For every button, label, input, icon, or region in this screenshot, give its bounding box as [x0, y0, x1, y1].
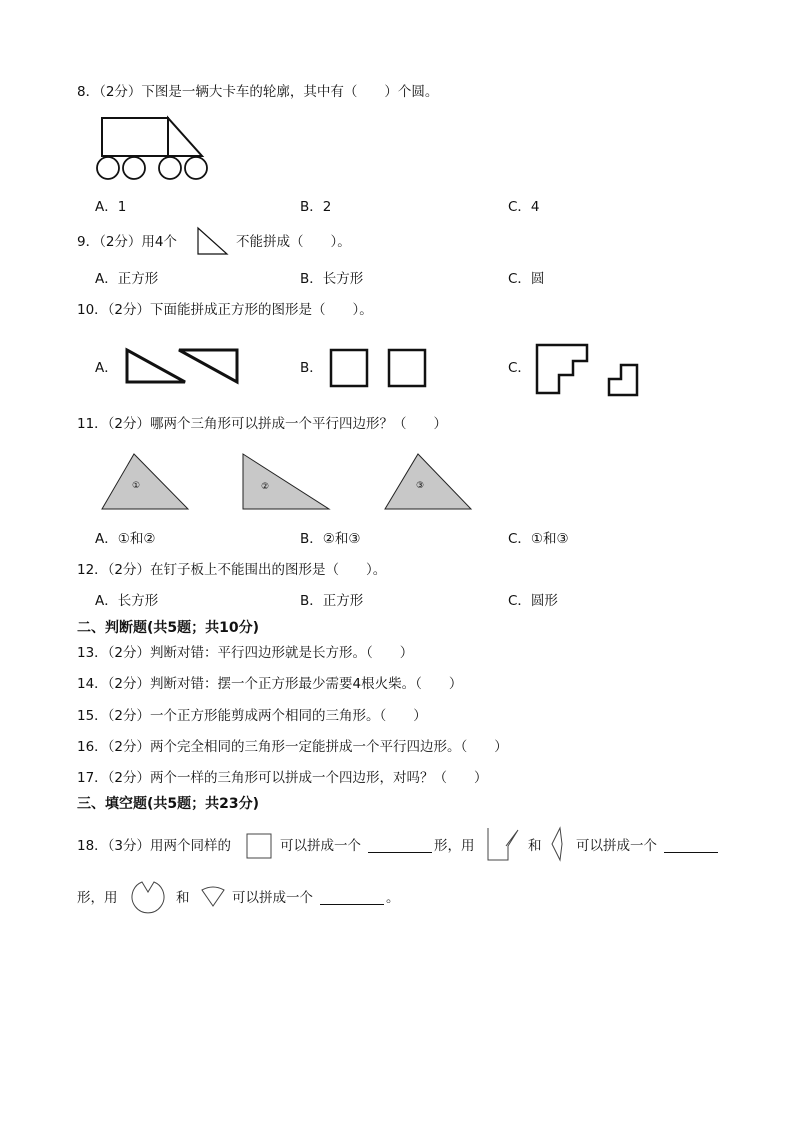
q11-option-c[interactable]: C．①和③ — [508, 531, 569, 547]
q9-option-c[interactable]: C．圆 — [508, 271, 545, 287]
q8-option-c[interactable]: C．4 — [508, 199, 540, 215]
q18-part5: 可以拼成一个 — [576, 838, 657, 854]
sliver-shape-icon — [548, 826, 568, 862]
right-triangle-icon — [196, 226, 230, 256]
judge-item-17: 17．（2分）两个一样的三角形可以拼成一个四边形，对吗？（ ） — [77, 770, 488, 786]
q8-option-a[interactable]: A．1 — [95, 199, 127, 215]
q9-stem-pre: 9．（2分）用4个 — [77, 234, 178, 250]
q12-stem: 12．（2分）在钉子板上不能围出的图形是（ ）。 — [77, 562, 387, 578]
triangle-3-figure — [383, 452, 473, 512]
zigzag-shape-icon — [484, 826, 524, 862]
q18-part1: 18．（3分）用两个同样的 — [77, 838, 232, 854]
section-heading-fill: 三、填空题(共5题；共23分) — [77, 796, 260, 812]
q18-blank-2[interactable] — [664, 838, 718, 853]
q18-blank-1[interactable] — [368, 838, 432, 853]
q18-part3: 形，用 — [434, 838, 475, 854]
judge-item-14: 14．（2分）判断对错：摆一个正方形最少需要4根火柴。（ ） — [77, 676, 463, 692]
q18-blank-3[interactable] — [320, 890, 384, 905]
q9-stem-post: 不能拼成（ ）。 — [236, 234, 351, 250]
q10-stem: 10．（2分）下面能拼成正方形的图形是（ ）。 — [77, 302, 373, 318]
q11-option-a[interactable]: A．①和② — [95, 531, 156, 547]
triangle-2-label: ② — [261, 482, 270, 492]
notched-circle-icon — [130, 878, 166, 916]
q11-stem: 11．（2分）哪两个三角形可以拼成一个平行四边形？（ ） — [77, 416, 448, 432]
triangle-1-label: ① — [132, 481, 141, 491]
triangle-1-figure — [100, 452, 190, 512]
q10-option-a[interactable]: A． — [95, 360, 118, 376]
q18-part4: 和 — [528, 838, 542, 854]
q11-option-b[interactable]: B．②和③ — [300, 531, 361, 547]
q10-option-b[interactable]: B． — [300, 360, 323, 376]
q12-option-a[interactable]: A．长方形 — [95, 593, 159, 609]
q9-option-b[interactable]: B．长方形 — [300, 271, 364, 287]
judge-item-15: 15．（2分）一个正方形能剪成两个相同的三角形。（ ） — [77, 708, 427, 724]
two-triangles-figure — [125, 346, 241, 386]
q18-part6: 形，用 — [77, 890, 118, 906]
judge-item-13: 13．（2分）判断对错：平行四边形就是长方形。（ ） — [77, 645, 414, 661]
q18-part9: 。 — [386, 890, 400, 906]
triangle-3-label: ③ — [416, 481, 425, 491]
judge-item-16: 16．（2分）两个完全相同的三角形一定能拼成一个平行四边形。（ ） — [77, 739, 508, 755]
q9-option-a[interactable]: A．正方形 — [95, 271, 159, 287]
staircase-shapes-figure — [535, 343, 643, 399]
truck-outline-figure — [94, 116, 210, 182]
triangle-2-figure — [241, 452, 331, 512]
fan-wedge-icon — [200, 884, 226, 910]
q12-option-b[interactable]: B．正方形 — [300, 593, 364, 609]
q12-option-c[interactable]: C．圆形 — [508, 593, 558, 609]
q8-stem: 8．（2分）下图是一辆大卡车的轮廓，其中有（ ）个圆。 — [77, 84, 439, 100]
q18-part2: 可以拼成一个 — [280, 838, 361, 854]
q8-option-b[interactable]: B．2 — [300, 199, 332, 215]
two-squares-figure — [329, 348, 427, 388]
section-heading-judge: 二、判断题(共5题；共10分) — [77, 620, 260, 636]
q18-part8: 可以拼成一个 — [232, 890, 313, 906]
square-outline-icon — [245, 832, 273, 860]
q18-part7: 和 — [176, 890, 190, 906]
q10-option-c[interactable]: C． — [508, 360, 531, 376]
